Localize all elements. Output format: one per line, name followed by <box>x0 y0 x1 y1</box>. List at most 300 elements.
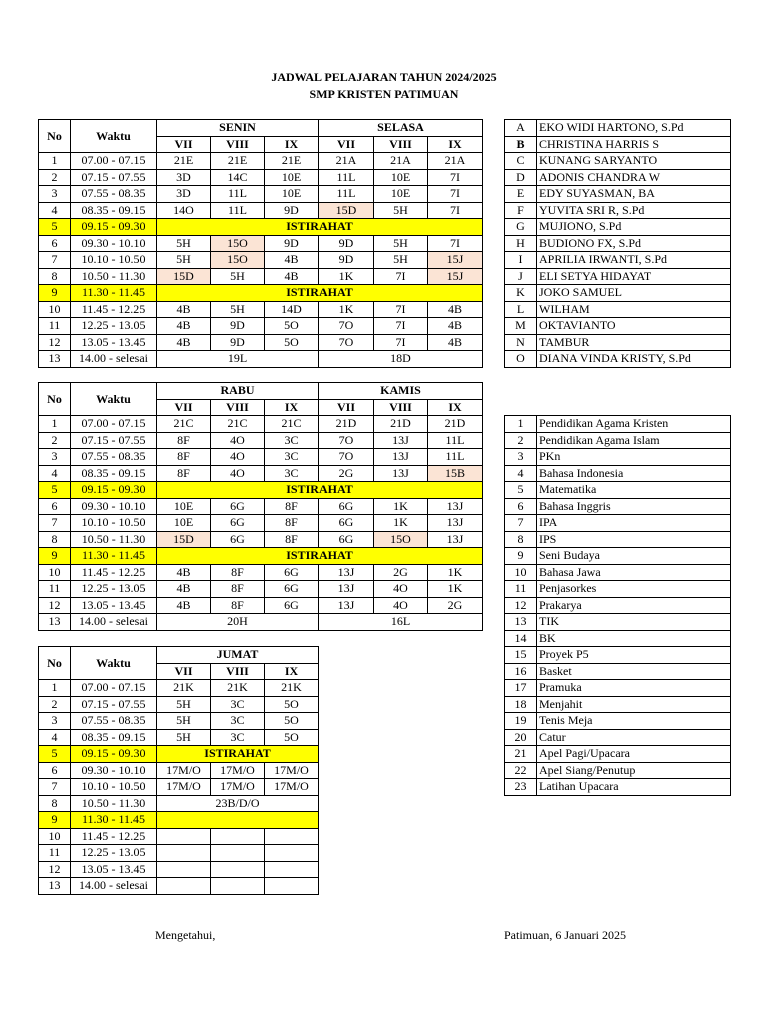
schedule-cell: 11L <box>319 169 374 186</box>
name-cell: IPS <box>537 531 731 548</box>
period-number: 3 <box>39 713 71 730</box>
schedule-cell: 7I <box>374 301 428 318</box>
code-cell: M <box>505 318 537 335</box>
schedule-cell: 1K <box>319 301 374 318</box>
schedule-cell: 14O <box>157 202 211 219</box>
schedule-cell: 1K <box>428 564 483 581</box>
teacher-row <box>505 301 731 318</box>
code-cell: 12 <box>505 597 537 614</box>
period-time: 14.00 - selesai <box>71 614 157 631</box>
name-cell: Bahasa Inggris <box>537 498 731 515</box>
name-cell: YUVITA SRI R, S.Pd <box>537 202 731 219</box>
code-cell: 5 <box>505 482 537 499</box>
code-cell: 1 <box>505 416 537 433</box>
period-time: 11.45 - 12.25 <box>71 301 157 318</box>
schedule-cell: 9D <box>319 252 374 269</box>
period-time: 07.00 - 07.15 <box>71 416 157 433</box>
schedule-cell: 10E <box>374 169 428 186</box>
schedule-cell: 7O <box>319 449 374 466</box>
code-cell: 11 <box>505 581 537 598</box>
schedule-cell: 21A <box>428 153 483 170</box>
schedule-cell: 21A <box>374 153 428 170</box>
schedule-cell: 5H <box>374 202 428 219</box>
header-class: VII <box>157 663 211 680</box>
table-row <box>39 235 483 252</box>
period-time: 12.25 - 13.05 <box>71 845 157 862</box>
schedule-cell: 6G <box>319 531 374 548</box>
name-cell: JOKO SAMUEL <box>537 285 731 302</box>
header-no: No <box>39 120 71 153</box>
period-number: 8 <box>39 795 71 812</box>
schedule-cell: 4B <box>428 334 483 351</box>
schedule-cell: 4B <box>157 597 211 614</box>
schedule-cell: 11L <box>211 202 265 219</box>
period-time: 10.50 - 11.30 <box>71 531 157 548</box>
header-class: VIII <box>211 663 265 680</box>
period-number: 10 <box>39 301 71 318</box>
schedule-cell: 21E <box>265 153 319 170</box>
schedule-cell: 7I <box>374 318 428 335</box>
table-row <box>39 169 483 186</box>
schedule-cell: 21C <box>265 416 319 433</box>
schedule-cell: 14C <box>211 169 265 186</box>
code-cell: G <box>505 219 537 236</box>
table-row <box>39 729 319 746</box>
schedule-cell: 5H <box>374 235 428 252</box>
header-class: VIII <box>374 136 428 153</box>
document-title: JADWAL PELAJARAN TAHUN 2024/2025 <box>271 70 497 84</box>
code-cell: D <box>505 169 537 186</box>
merged-cell: 20H <box>157 614 319 631</box>
subject-row <box>505 449 731 466</box>
teacher-row <box>505 252 731 269</box>
header-class: IX <box>265 663 319 680</box>
schedule-cell: 4O <box>374 597 428 614</box>
schedule-cell: 8F <box>211 597 265 614</box>
header-class: VII <box>157 399 211 416</box>
code-cell: F <box>505 202 537 219</box>
header-class: VII <box>319 399 374 416</box>
period-time: 13.05 - 13.45 <box>71 597 157 614</box>
period-time: 07.15 - 07.55 <box>71 696 157 713</box>
period-time: 08.35 - 09.15 <box>71 202 157 219</box>
teacher-row <box>505 120 731 137</box>
name-cell: KUNANG SARYANTO <box>537 153 731 170</box>
code-cell: C <box>505 153 537 170</box>
schedule-cell: 4O <box>211 465 265 482</box>
code-cell: 20 <box>505 729 537 746</box>
name-cell: Proyek P5 <box>537 647 731 664</box>
schedule-cell: 4B <box>157 301 211 318</box>
name-cell: DIANA VINDA KRISTY, S.Pd <box>537 351 731 368</box>
schedule-cell: 3D <box>157 186 211 203</box>
table-row <box>39 318 483 335</box>
code-cell: 15 <box>505 647 537 664</box>
break-label <box>157 812 319 829</box>
schedule-cell: 21D <box>374 416 428 433</box>
name-cell: APRILIA IRWANTI, S.Pd <box>537 252 731 269</box>
period-number: 3 <box>39 449 71 466</box>
period-time: 08.35 - 09.15 <box>71 465 157 482</box>
schedule-cell: 6G <box>211 531 265 548</box>
table-row <box>39 334 483 351</box>
merged-cell: 16L <box>319 614 483 631</box>
schedule-cell: 8F <box>157 432 211 449</box>
teacher-row <box>505 318 731 335</box>
schedule-cell: 2G <box>428 597 483 614</box>
schedule-cell: 6G <box>319 498 374 515</box>
period-time: 11.30 - 11.45 <box>71 812 157 829</box>
schedule-cell: 6G <box>211 498 265 515</box>
schedule-cell: 10E <box>157 498 211 515</box>
schedule-cell: 2G <box>374 564 428 581</box>
code-cell: A <box>505 120 537 137</box>
schedule-cell: 7I <box>428 235 483 252</box>
teacher-row <box>505 334 731 351</box>
table-row <box>39 186 483 203</box>
merged-cell: 18D <box>319 351 483 368</box>
schedule-cell: 5O <box>265 696 319 713</box>
schedule-cell: 5H <box>157 696 211 713</box>
schedule-cell: 21K <box>211 680 265 697</box>
schedule-cell <box>211 861 265 878</box>
schedule-cell: 8F <box>211 564 265 581</box>
period-number: 6 <box>39 762 71 779</box>
period-number: 8 <box>39 531 71 548</box>
teacher-row <box>505 219 731 236</box>
period-number: 13 <box>39 351 71 368</box>
period-time: 09.30 - 10.10 <box>71 235 157 252</box>
name-cell: Bahasa Jawa <box>537 564 731 581</box>
schedule-cell: 7I <box>428 202 483 219</box>
code-cell: 17 <box>505 680 537 697</box>
schedule-cell: 7O <box>319 432 374 449</box>
header-no: No <box>39 383 71 416</box>
header-day: RABU <box>157 383 319 400</box>
name-cell: Matematika <box>537 482 731 499</box>
subject-row <box>505 762 731 779</box>
schedule-cell: 3C <box>265 449 319 466</box>
period-number: 2 <box>39 696 71 713</box>
subject-row <box>505 680 731 697</box>
schedule-cell: 4B <box>265 252 319 269</box>
teacher-row <box>505 285 731 302</box>
table-row <box>39 219 483 236</box>
header-day: KAMIS <box>319 383 483 400</box>
table-row <box>39 779 319 796</box>
code-cell: 4 <box>505 465 537 482</box>
schedule-cell: 3C <box>211 729 265 746</box>
schedule-cell: 10E <box>157 515 211 532</box>
table-row <box>39 202 483 219</box>
header-class: IX <box>428 136 483 153</box>
schedule-cell: 1K <box>319 268 374 285</box>
table-row <box>39 746 319 763</box>
period-time: 07.55 - 08.35 <box>71 186 157 203</box>
teacher-row <box>505 153 731 170</box>
code-cell: O <box>505 351 537 368</box>
schedule-cell: 13J <box>428 531 483 548</box>
period-number: 9 <box>39 812 71 829</box>
period-time: 12.25 - 13.05 <box>71 318 157 335</box>
header-day: SENIN <box>157 120 319 137</box>
schedule-cell: 5H <box>157 729 211 746</box>
name-cell: BK <box>537 630 731 647</box>
name-cell: Menjahit <box>537 696 731 713</box>
period-number: 4 <box>39 202 71 219</box>
schedule-cell: 8F <box>265 498 319 515</box>
period-number: 7 <box>39 252 71 269</box>
code-cell: 21 <box>505 746 537 763</box>
break-label: ISTIRAHAT <box>157 285 483 302</box>
period-time: 09.30 - 10.10 <box>71 762 157 779</box>
name-cell: OKTAVIANTO <box>537 318 731 335</box>
schedule-cell: 11L <box>319 186 374 203</box>
schedule-cell: 7I <box>428 186 483 203</box>
subject-row <box>505 498 731 515</box>
table-row <box>39 828 319 845</box>
table-row <box>39 861 319 878</box>
schedule-cell: 15J <box>428 252 483 269</box>
subject-row <box>505 597 731 614</box>
code-cell: 7 <box>505 515 537 532</box>
subject-row <box>505 713 731 730</box>
schedule-cell <box>157 878 211 895</box>
table-row <box>39 548 483 565</box>
period-number: 13 <box>39 614 71 631</box>
name-cell: Tenis Meja <box>537 713 731 730</box>
code-cell: I <box>505 252 537 269</box>
name-cell: MUJIONO, S.Pd <box>537 219 731 236</box>
period-time: 07.15 - 07.55 <box>71 169 157 186</box>
schedule-cell <box>265 845 319 862</box>
header-class: VIII <box>211 399 265 416</box>
schedule-cell: 4B <box>157 581 211 598</box>
schedule-cell: 5H <box>211 301 265 318</box>
schedule-cell: 3C <box>211 713 265 730</box>
teacher-row <box>505 169 731 186</box>
schedule-cell: 5H <box>211 268 265 285</box>
table-row <box>39 153 483 170</box>
period-time: 07.00 - 07.15 <box>71 153 157 170</box>
period-time: 12.25 - 13.05 <box>71 581 157 598</box>
code-cell: J <box>505 268 537 285</box>
schedule-cell: 21E <box>211 153 265 170</box>
schedule-cell <box>265 861 319 878</box>
schedule-cell <box>211 845 265 862</box>
schedule-cell <box>157 861 211 878</box>
schedule-cell: 4B <box>157 318 211 335</box>
name-cell: Penjasorkes <box>537 581 731 598</box>
header-waktu: Waktu <box>71 383 157 416</box>
name-cell: Pendidikan Agama Kristen <box>537 416 731 433</box>
period-time: 11.30 - 11.45 <box>71 285 157 302</box>
table-row <box>39 465 483 482</box>
table-row <box>39 564 483 581</box>
subject-row <box>505 746 731 763</box>
subject-row <box>505 729 731 746</box>
schedule-cell: 21C <box>211 416 265 433</box>
school-name: SMP KRISTEN PATIMUAN <box>309 87 459 101</box>
schedule-cell: 9D <box>265 202 319 219</box>
merged-cell: 23B/D/O <box>157 795 319 812</box>
place-date-label: Patimuan, 6 Januari 2025 <box>504 928 626 942</box>
schedule-cell: 7I <box>428 169 483 186</box>
schedule-table-senin-selasa <box>38 119 483 368</box>
period-number: 4 <box>39 465 71 482</box>
schedule-cell: 9D <box>211 318 265 335</box>
period-time: 11.45 - 12.25 <box>71 828 157 845</box>
schedule-cell: 15B <box>428 465 483 482</box>
period-time: 11.45 - 12.25 <box>71 564 157 581</box>
period-number: 2 <box>39 432 71 449</box>
schedule-cell: 13J <box>319 597 374 614</box>
break-label: ISTIRAHAT <box>157 548 483 565</box>
period-number: 11 <box>39 845 71 862</box>
header-day: SELASA <box>319 120 483 137</box>
table-row <box>39 696 319 713</box>
break-label: ISTIRAHAT <box>157 746 319 763</box>
code-cell: 2 <box>505 432 537 449</box>
name-cell: Seni Budaya <box>537 548 731 565</box>
table-row <box>39 812 319 829</box>
period-number: 12 <box>39 861 71 878</box>
header-class: IX <box>428 399 483 416</box>
period-time: 07.55 - 08.35 <box>71 449 157 466</box>
code-cell: 10 <box>505 564 537 581</box>
schedule-cell: 7I <box>374 268 428 285</box>
period-number: 1 <box>39 416 71 433</box>
name-cell: Basket <box>537 663 731 680</box>
period-number: 6 <box>39 498 71 515</box>
subject-row <box>505 696 731 713</box>
name-cell: WILHAM <box>537 301 731 318</box>
schedule-cell: 4B <box>265 268 319 285</box>
name-cell: CHRISTINA HARRIS S <box>537 136 731 153</box>
table-row <box>39 878 319 895</box>
schedule-cell: 7O <box>319 334 374 351</box>
schedule-cell: 15D <box>319 202 374 219</box>
period-number: 13 <box>39 878 71 895</box>
acknowledged-label: Mengetahui, <box>155 928 216 942</box>
table-row <box>39 301 483 318</box>
subject-row <box>505 482 731 499</box>
schedule-cell: 13J <box>319 564 374 581</box>
schedule-cell: 11L <box>428 449 483 466</box>
schedule-cell: 17M/O <box>265 779 319 796</box>
code-cell: 18 <box>505 696 537 713</box>
name-cell: ELI SETYA HIDAYAT <box>537 268 731 285</box>
header-class: VIII <box>211 136 265 153</box>
period-time: 10.10 - 10.50 <box>71 252 157 269</box>
subject-row <box>505 630 731 647</box>
schedule-cell: 13J <box>319 581 374 598</box>
merged-cell: 19L <box>157 351 319 368</box>
schedule-cell: 13J <box>374 449 428 466</box>
table-row <box>39 614 483 631</box>
schedule-cell: 1K <box>374 515 428 532</box>
name-cell: Bahasa Indonesia <box>537 465 731 482</box>
subject-row <box>505 663 731 680</box>
table-row <box>39 531 483 548</box>
name-cell: Catur <box>537 729 731 746</box>
table-row <box>39 482 483 499</box>
period-number: 2 <box>39 169 71 186</box>
schedule-cell: 9D <box>319 235 374 252</box>
schedule-cell: 9D <box>211 334 265 351</box>
schedule-cell: 8F <box>265 531 319 548</box>
period-time: 09.30 - 10.10 <box>71 498 157 515</box>
subject-code-table <box>504 415 731 796</box>
period-time: 09.15 - 09.30 <box>71 219 157 236</box>
period-time: 07.00 - 07.15 <box>71 680 157 697</box>
header-class: IX <box>265 399 319 416</box>
schedule-cell: 15O <box>211 235 265 252</box>
schedule-cell: 5H <box>157 252 211 269</box>
code-cell: K <box>505 285 537 302</box>
name-cell: EKO WIDI HARTONO, S.Pd <box>537 120 731 137</box>
schedule-cell: 6G <box>265 564 319 581</box>
period-number: 9 <box>39 548 71 565</box>
name-cell: BUDIONO FX, S.Pd <box>537 235 731 252</box>
period-number: 3 <box>39 186 71 203</box>
code-cell: 3 <box>505 449 537 466</box>
schedule-table-rabu-kamis <box>38 382 483 631</box>
period-time: 14.00 - selesai <box>71 878 157 895</box>
header-class: VII <box>157 136 211 153</box>
schedule-cell: 10E <box>374 186 428 203</box>
name-cell: Pendidikan Agama Islam <box>537 432 731 449</box>
period-time: 09.15 - 09.30 <box>71 482 157 499</box>
schedule-cell: 4O <box>211 449 265 466</box>
schedule-cell: 3C <box>265 465 319 482</box>
teacher-row <box>505 202 731 219</box>
code-cell: 9 <box>505 548 537 565</box>
table-row <box>39 762 319 779</box>
period-number: 9 <box>39 285 71 302</box>
table-row <box>39 845 319 862</box>
schedule-cell: 17M/O <box>211 762 265 779</box>
period-number: 1 <box>39 680 71 697</box>
schedule-cell: 21K <box>157 680 211 697</box>
schedule-cell: 13J <box>374 465 428 482</box>
schedule-cell: 6G <box>319 515 374 532</box>
schedule-table-jumat <box>38 646 319 895</box>
break-label: ISTIRAHAT <box>157 219 483 236</box>
schedule-cell <box>157 828 211 845</box>
schedule-cell: 15O <box>374 531 428 548</box>
header-class: VIII <box>374 399 428 416</box>
schedule-cell: 13J <box>428 498 483 515</box>
schedule-cell: 21D <box>428 416 483 433</box>
schedule-cell <box>265 828 319 845</box>
period-time: 11.30 - 11.45 <box>71 548 157 565</box>
schedule-cell: 11L <box>211 186 265 203</box>
name-cell: TIK <box>537 614 731 631</box>
code-cell: 13 <box>505 614 537 631</box>
subject-row <box>505 564 731 581</box>
table-row <box>39 285 483 302</box>
subject-row <box>505 548 731 565</box>
name-cell: Prakarya <box>537 597 731 614</box>
schedule-cell: 8F <box>157 449 211 466</box>
code-cell: 16 <box>505 663 537 680</box>
schedule-cell: 13J <box>374 432 428 449</box>
schedule-cell: 17M/O <box>157 779 211 796</box>
period-number: 10 <box>39 564 71 581</box>
table-row <box>39 416 483 433</box>
schedule-cell: 3D <box>157 169 211 186</box>
